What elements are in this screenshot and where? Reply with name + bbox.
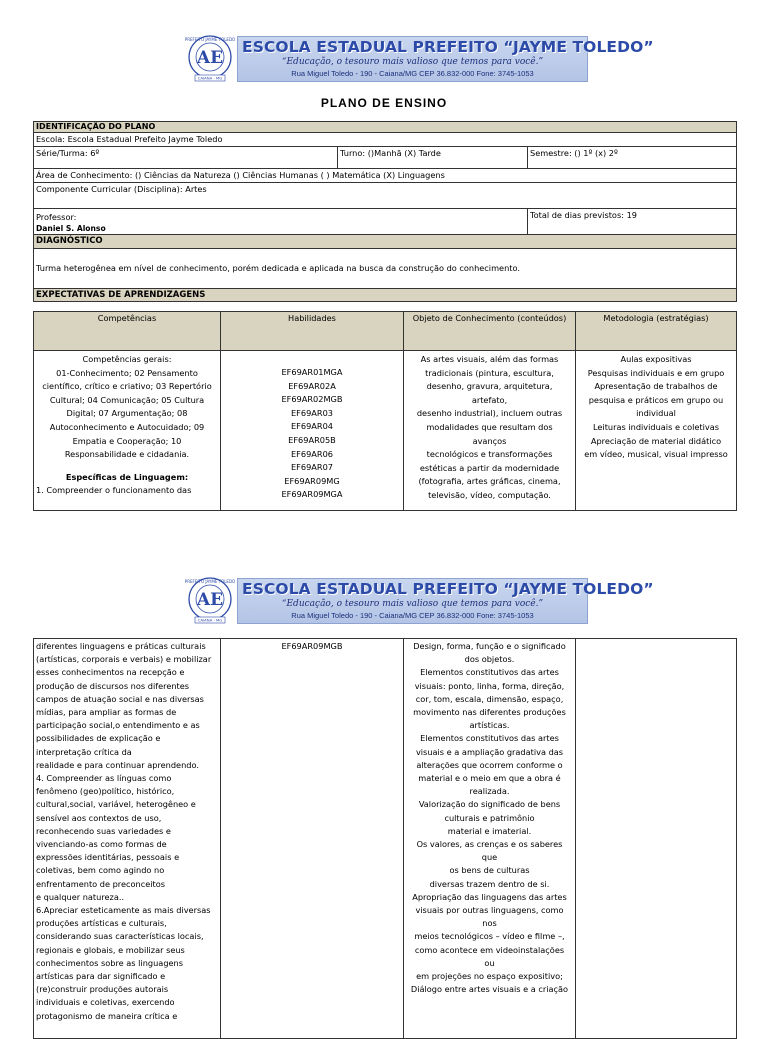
- competencia-line: regionais e globais, e mobilizar seus: [36, 944, 185, 955]
- competencia-line: coletivas, bem como agindo no: [36, 865, 165, 876]
- habilidade-code: EF69AR09MGA: [281, 489, 343, 500]
- objeto-line: modalidades que resultam dos: [426, 421, 553, 432]
- section-expectativas: EXPECTATIVAS DE APRENDIZAGENS: [34, 289, 737, 302]
- school-banner: [237, 578, 654, 624]
- competencias-item: 1. Compreender o funcionamento das: [36, 484, 192, 495]
- objeto-line: desenho industrial), incluem outras: [416, 408, 563, 419]
- habilidade-code: EF69AR04: [290, 421, 333, 432]
- competencia-line: 4. Compreender as línguas como: [36, 773, 172, 784]
- expectativas-table: [33, 311, 737, 511]
- habilidade-code: EF69AR02MGB: [281, 394, 343, 405]
- competencia-line: protagonismo de maneira crítica e: [36, 1010, 178, 1021]
- logo-ring-bottom: CAIANA - MG: [197, 617, 223, 623]
- objeto-line: material e o meio em que a obra é: [418, 773, 561, 784]
- competencia-line: e qualquer natureza..: [36, 891, 125, 902]
- serie-field: Série/Turma: 6º: [34, 147, 338, 169]
- habilidade-code: EF69AR05B: [288, 434, 336, 445]
- competencia-line: considerando suas características locais,: [36, 931, 204, 942]
- objeto-cell: [404, 351, 576, 511]
- expectativas-table-continued: [33, 638, 737, 1039]
- competencia-line: diferentes linguagens e práticas culturais: [36, 641, 206, 651]
- competencia-line: artísticas para dar significado e: [36, 971, 166, 982]
- objeto-line: culturais e patrimônio: [444, 812, 535, 823]
- competencia-line: individuais e coletivas, exercendo: [36, 997, 175, 1008]
- competencia-line: Digital; 07 Argumentação; 08: [66, 408, 188, 419]
- objeto-line: os bens de culturas: [449, 865, 530, 876]
- competencia-line: possibilidades de explicação e: [36, 733, 161, 744]
- objeto-line: que: [481, 852, 498, 863]
- competencia-line: produções artísticas e culturais,: [36, 918, 167, 929]
- componente-field: Componente Curricular (Disciplina): Artes: [34, 183, 737, 209]
- col-objeto: Objeto de Conhecimento (conteúdos): [404, 312, 576, 351]
- col-habilidades: Habilidades: [221, 312, 404, 351]
- objeto-cell: [404, 639, 576, 1039]
- objeto-line: artefato,: [471, 394, 508, 405]
- competencia-line: Empatia e Cooperação; 10: [72, 435, 182, 446]
- competencia-line: reconhecendo suas variedades e: [36, 825, 171, 836]
- competencia-line: científico, crítico e criativo; 03 Repertório: [42, 381, 212, 392]
- objeto-line: tradicionais (pintura, escultura,: [425, 367, 554, 378]
- metodologia-line: em vídeo, musical, visual impresso: [584, 449, 728, 460]
- objeto-line: tecnológicos e transformações: [426, 449, 553, 460]
- habilidade-code: EF69AR01MGA: [281, 367, 343, 377]
- objeto-line: Elementos constitutivos das artes: [420, 667, 559, 678]
- objeto-line: Elementos constitutivos das artes: [420, 733, 559, 744]
- metodologia-line: pesquisa e práticos em grupo ou: [588, 394, 724, 405]
- competencia-line: campos de atuação social e nas diversas: [36, 693, 204, 704]
- competencia-line: vivenciando-as como formas de: [36, 839, 167, 850]
- objeto-line: dos objetos.: [464, 654, 515, 665]
- competencia-line: cultural,social, variável, heterogêneo e: [36, 799, 196, 810]
- competencia-line: Responsabilidade e cidadania.: [64, 449, 190, 460]
- competencia-line: expressões identitárias, pessoais e: [36, 852, 180, 863]
- metodologia-line: Leituras individuais e coletivas: [592, 421, 720, 432]
- escola-field: Escola: Escola Estadual Prefeito Jayme Toledo: [34, 133, 737, 147]
- school-name: ESCOLA ESTADUAL PREFEITO “JAYME TOLEDO”: [242, 580, 654, 598]
- objeto-line: diversas trazem dentro de si.: [429, 878, 550, 889]
- objeto-line: nos: [482, 918, 497, 929]
- logo-letters: AE: [196, 48, 224, 68]
- competencia-line: Competências gerais:: [82, 354, 172, 364]
- area-field: Área de Conhecimento: () Ciências da Natureza () Ciências Humanas ( ) Matemática (X) Linguagens: [34, 169, 737, 183]
- metodologia-line: Aulas expositivas: [620, 354, 692, 364]
- metodologia-line: Pesquisas individuais e em grupo: [587, 367, 725, 378]
- competencia-line: participação social,o entendimento e as: [36, 720, 200, 731]
- competencia-line: fenômeno (geo)político, histórico,: [36, 786, 175, 797]
- competencia-line: (re)construir produções autorais: [36, 984, 169, 995]
- metodologia-cell: [576, 639, 737, 1039]
- habilidades-cell: [221, 351, 404, 511]
- competencia-line: produção de discursos nos diferentes: [36, 680, 190, 691]
- metodologia-line: Apreciação de material didático: [590, 435, 722, 446]
- objeto-line: visuais e a ampliação gradativa das: [415, 746, 564, 757]
- school-header: [183, 32, 654, 82]
- col-metodologia: Metodologia (estratégias): [576, 312, 737, 351]
- professor-label: Professor:: [36, 212, 77, 222]
- habilidade-code: EF69AR03: [290, 407, 333, 418]
- objeto-line: material e imaterial.: [447, 825, 532, 836]
- school-motto: “Educação, o tesouro mais valioso que temos para você.”: [281, 57, 544, 67]
- school-address: Rua Miguel Toledo - 190 - Caiana/MG CEP 36.832-000 Fone: 3745-1053: [291, 611, 534, 620]
- logo-ring-top: PREFEITO JAYME TOLEDO: [184, 579, 236, 584]
- objeto-line: Valorização do significado de bens: [418, 799, 561, 810]
- metodologia-cell: [576, 351, 737, 511]
- competencia-line: realidade e para continuar aprendendo.: [36, 759, 199, 770]
- school-header-page2: [183, 574, 654, 624]
- objeto-line: visuais: ponto, linha, forma, direção,: [414, 680, 565, 691]
- objeto-line: como acontece em videoinstalações: [414, 944, 565, 955]
- competencia-line: 6.Apreciar esteticamente as mais diversas: [36, 905, 211, 916]
- competencia-line: enfrentamento de preconceitos: [36, 878, 166, 889]
- competencia-line: Autoconhecimento e Autocuidado; 09: [49, 421, 205, 432]
- section-identificacao: IDENTIFICAÇÃO DO PLANO: [34, 122, 737, 133]
- objeto-line: alterações que ocorrem conforme o: [416, 759, 563, 770]
- metodologia-line: Apresentação de trabalhos de: [594, 381, 718, 392]
- logo-ring-bottom: CAIANA - MG: [197, 75, 223, 81]
- objeto-line: cor, tom, escala, dimensão, espaço,: [415, 693, 564, 704]
- col-competencias: Competências: [34, 312, 221, 351]
- logo-letters: AE: [196, 590, 224, 610]
- objeto-line: visuais por outras linguagens, como: [415, 905, 564, 916]
- turno-field: Turno: ()Manhã (X) Tarde: [338, 147, 528, 169]
- habilidade-code: EF69AR09MG: [284, 475, 340, 486]
- competencia-line: (artísticas, corporais e verbais) e mobilizar: [36, 654, 212, 665]
- competencia-line: conhecimentos sobre as linguagens: [36, 957, 184, 968]
- school-banner: [237, 36, 654, 82]
- competencia-line: interpretação crítica da: [36, 746, 132, 757]
- competencias-especificas-label: Específicas de Linguagem:: [65, 471, 189, 482]
- objeto-line: avanços: [472, 435, 507, 446]
- competencia-line: Cultural; 04 Comunicação; 05 Cultura: [49, 394, 205, 405]
- habilidade-code: EF69AR07: [290, 462, 333, 473]
- objeto-line: Design, forma, função e o significado: [413, 641, 566, 651]
- competencia-line: mídias, para ampliar as formas de: [36, 707, 177, 718]
- professor-name: Daniel S. Alonso: [36, 224, 106, 233]
- objeto-line: Apropriação das linguagens das artes: [412, 891, 567, 902]
- school-name: ESCOLA ESTADUAL PREFEITO “JAYME TOLEDO”: [242, 38, 654, 56]
- objeto-line: As artes visuais, além das formas: [420, 354, 559, 364]
- section-diagnostico: DIAGNÓSTICO: [34, 235, 737, 249]
- metodologia-line: individual: [636, 408, 676, 419]
- objeto-line: Os valores, as crenças e os saberes: [416, 839, 563, 850]
- identification-table: [33, 121, 737, 302]
- habilidade-code: EF69AR09MGB: [281, 641, 343, 651]
- competencia-line: 01-Conhecimento; 02 Pensamento: [56, 367, 198, 378]
- objeto-line: televisão, vídeo, computação.: [428, 489, 551, 500]
- competencia-line: sensível aos contextos de uso,: [36, 812, 162, 823]
- objeto-line: realizada.: [469, 786, 510, 797]
- objeto-line: (fotografia, artes gráficas, cinema,: [418, 476, 561, 487]
- objeto-line: em projeções no espaço expositivo;: [416, 971, 563, 982]
- document-title: PLANO DE ENSINO: [320, 96, 448, 110]
- total-dias-field: Total de dias previstos: 19: [528, 209, 737, 235]
- objeto-line: ou: [484, 957, 495, 968]
- school-motto: “Educação, o tesouro mais valioso que temos para você.”: [281, 599, 544, 609]
- objeto-line: desenho, gravura, arquitetura,: [426, 381, 553, 392]
- objeto-line: Diálogo entre artes visuais e a criação: [410, 984, 569, 995]
- diagnostico-text: Turma heterogênea em nível de conhecimento, porém dedicada e aplicada na busca da construção do conhecimento.: [34, 249, 737, 289]
- habilidades-cell: [221, 639, 404, 1039]
- habilidade-code: EF69AR02A: [288, 380, 336, 391]
- habilidade-code: EF69AR06: [290, 448, 333, 459]
- objeto-line: artísticas.: [469, 720, 510, 731]
- professor-field: [34, 209, 528, 235]
- competencia-line: esses conhecimentos na recepção e: [36, 667, 185, 678]
- competencias-cell: [34, 639, 221, 1039]
- objeto-line: estéticas a partir da modernidade: [419, 462, 560, 473]
- school-address: Rua Miguel Toledo - 190 - Caiana/MG CEP 36.832-000 Fone: 3745-1053: [291, 69, 534, 78]
- competencias-cell: [34, 351, 221, 511]
- objeto-line: movimento nas diferentes produções: [413, 707, 566, 718]
- objeto-line: meios tecnológicos – vídeo e filme –,: [414, 931, 565, 942]
- semestre-field: Semestre: () 1º (x) 2º: [528, 147, 737, 169]
- logo-ring-top: PREFEITO JAYME TOLEDO: [184, 37, 236, 42]
